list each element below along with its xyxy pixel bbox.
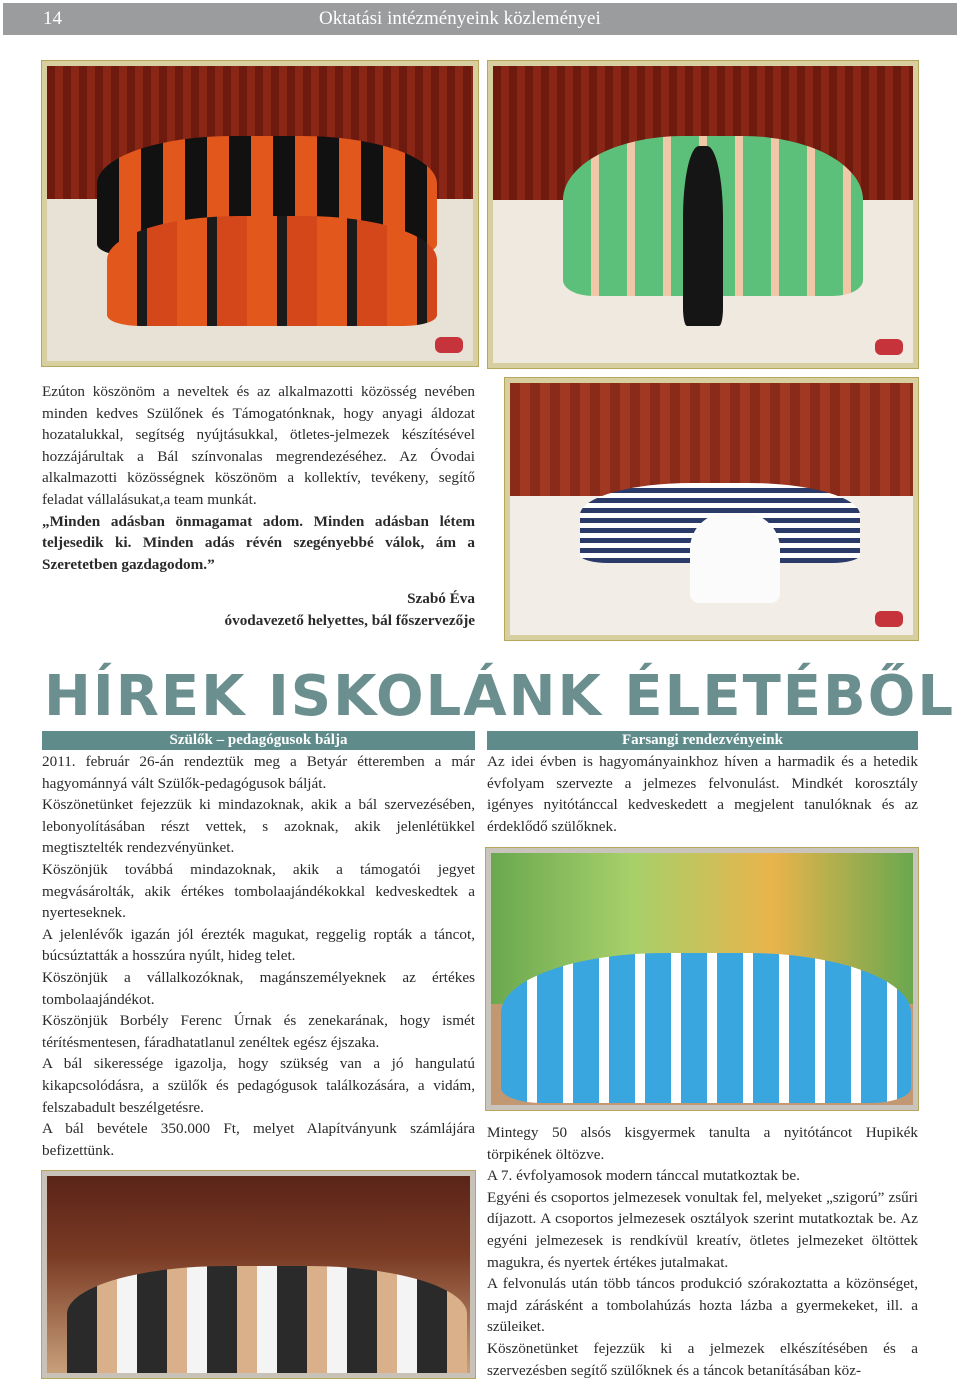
logo-icon: [875, 611, 903, 627]
ball-paragraph: 2011. február 26-án rendeztük meg a Betyár étteremben a már hagyománnyá vált Szülők-pedagógusok bálját.: [42, 753, 475, 792]
carnival-paragraph: A 7. évfolyamosok modern tánccal mutatkoztak be.: [487, 1167, 800, 1185]
ball-paragraph: Köszönjük továbbá mindazoknak, akik a támogatói jegyet megvásárolták, akik értékes tombolaajándékokkal kedveskedtek a nyerteseknek.: [42, 860, 475, 922]
ball-paragraph: Köszönjük a vállalkozóknak, magánszemélyeknek az értékes tombolaajándékot.: [42, 968, 475, 1008]
carnival-paragraph: Mintegy 50 alsós kisgyermek tanulta a nyitótáncot Hupikék törpikének öltözve.: [487, 1124, 918, 1163]
photo-dancers-green: [488, 61, 918, 368]
logo-icon: [435, 337, 463, 353]
carnival-paragraph: A felvonulás után több táncos produkció szórakoztatta a közönséget, majd zárásként a tombolahúzás hozta lázba a gyermekeket, ill. a szüleiket.: [487, 1275, 918, 1336]
intro-quote: „Minden adásban önmagamat adom. Minden adásban létem teljesedik ki. Minden adás révén szegényebbé válok, ám a Szeretetben gazdagodom.”: [42, 512, 475, 573]
signature-name: Szabó Éva: [407, 590, 475, 607]
photo-sailor-kids: [505, 378, 918, 640]
photo-staff-group: [42, 61, 478, 366]
photo-smurf-dance: [486, 848, 918, 1110]
ball-article: [42, 751, 475, 1161]
carnival-paragraph: Egyéni és csoportos jelmezesek vonultak fel, melyeket „szigorú” zsűri díjazott. A csoportos jelmezesek osztályok szerint mutatkoztak be. Az egyéni jelmezesek is rendkívül kreatív, ötletes jelmezeket öltöttek magukra, és nyertek értékes jutalmakat.: [487, 1188, 918, 1271]
carnival-paragraph: Köszönetünket fejezzük ki a jelmezek elkészítésében és a szervezésben segítő szülőknek és a táncok betanításában köz-: [487, 1339, 918, 1379]
section-heading-ball: Szülők – pedagógusok bálja: [42, 731, 475, 750]
signature-role: óvodavezető helyettes, bál főszervezője: [224, 612, 475, 629]
intro-paragraph: Ezúton köszönöm a neveltek és az alkalmazotti közösség nevében minden kedves Szülőnek és Támogatónknak, hogy anyagi áldozat hozatalukkal, segítség nyújtásukkal, ötletes-jelmezek készítésével hozzájárultak a Bál színvonalas megrendezéséhez. Az Óvodai alkalmazotti közösségnek köszönöm a kollektív, tevékeny, segítő feladat vállalásukat,a team munkát.: [42, 383, 475, 508]
carnival-intro: Az idei évben is hagyományainkhoz híven a harmadik és a hetedik évfolyam szervezte a jelmezes felvonulást. Mindkét korosztály igényes nyitótánccal kedveskedett a megjelent tanulóknak és az érdeklődő szülőknek.: [487, 753, 918, 835]
carnival-article: [487, 1122, 918, 1381]
intro-text: [42, 381, 475, 575]
section-heading-carnival: Farsangi rendezvényeink: [487, 731, 918, 750]
section-title: HÍREK ISKOLÁNK ÉLETÉBŐL: [44, 664, 956, 729]
photo-ball-guests: [42, 1171, 475, 1378]
page-number: 14: [43, 8, 62, 29]
ball-paragraph: A bál sikeressége igazolja, hogy szükség van a jó hangulatú kikapcsolódásra, a szülők és pedagógusok találkozására, a vidám, felszabadult beszélgetésre.: [42, 1055, 475, 1116]
logo-icon: [875, 339, 903, 355]
ball-paragraph: A bál bevétele 350.000 Ft, melyet Alapítványunk számlájára befizettünk.: [42, 1120, 475, 1159]
header-title: Oktatási intézményeink közleményei: [319, 8, 601, 29]
signature: [150, 588, 475, 632]
ball-paragraph: A jelenlévők igazán jól érezték magukat, reggelig ropták a táncot, búcsúztatták a hosszúra nyúlt, hideg telet.: [42, 925, 475, 965]
ball-paragraph: Köszönetünket fejezzük ki mindazoknak, akik a bál szervezésében, lebonyolításában részt vettek, s azoknak, akik jelenlétükkel megtisztelték rendezvényünket.: [42, 796, 475, 857]
page-header: [3, 3, 957, 35]
ball-paragraph: Köszönjük Borbély Ferenc Úrnak és zenekarának, hogy ismét térítésmentesen, fáradhatatlanul zenéltek egész éjszaka.: [42, 1012, 475, 1051]
